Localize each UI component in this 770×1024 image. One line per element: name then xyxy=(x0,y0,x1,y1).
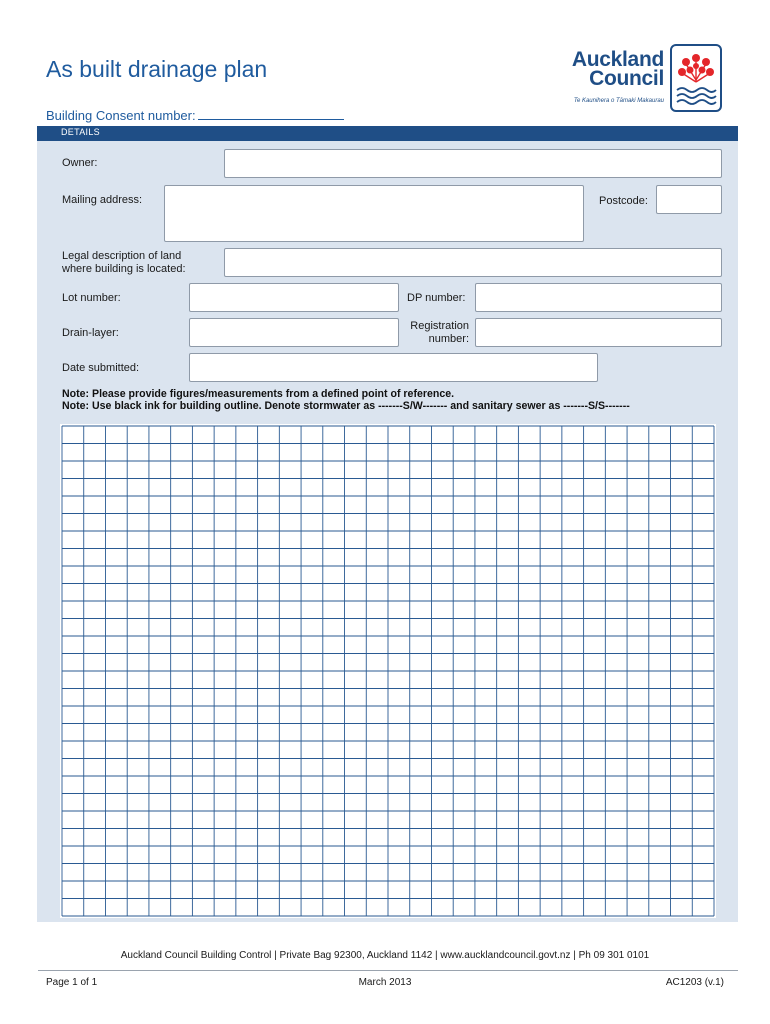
form-code: AC1203 (v.1) xyxy=(665,977,724,988)
registration-number-label xyxy=(395,320,469,346)
footer-contact: Auckland Council Building Control | Private Bag 92300, Auckland 1142 | www.aucklandcouncil.govt.nz | Ph 09 301 0101 xyxy=(120,950,650,961)
auckland-council-logo xyxy=(548,44,726,116)
building-consent-line[interactable] xyxy=(198,108,344,120)
registration-label-line2: number: xyxy=(428,333,469,345)
postcode-label: Postcode: xyxy=(599,195,648,207)
page-title: As built drainage plan xyxy=(46,56,268,82)
note-ink: Note: Use black ink for building outline. Denote stormwater as -------S/W------- and sanitary sewer as -------S/S------- xyxy=(62,400,630,412)
dp-number-field[interactable] xyxy=(475,283,722,312)
mailing-address-field[interactable] xyxy=(164,185,584,242)
mailing-address-label: Mailing address: xyxy=(62,194,143,206)
registration-label-line1: Registration xyxy=(410,320,469,332)
building-consent-text: Building Consent number: xyxy=(46,108,196,123)
registration-number-field[interactable] xyxy=(475,318,722,347)
owner-label: Owner: xyxy=(62,157,98,169)
legal-description-field[interactable] xyxy=(224,248,722,277)
footer-rule xyxy=(38,970,738,971)
footer-date: March 2013 xyxy=(358,977,412,988)
lot-number-label: Lot number: xyxy=(62,292,121,304)
details-header-band xyxy=(37,126,738,141)
building-consent-label xyxy=(46,108,344,123)
legal-description-label-line1: Legal description of land xyxy=(62,250,182,262)
legal-description-label xyxy=(62,250,186,276)
pohutukawa-emblem-icon xyxy=(670,44,726,116)
legal-description-label-line2: where building is located: xyxy=(62,263,186,275)
logo-line1: Auckland xyxy=(571,48,664,71)
owner-field[interactable] xyxy=(224,149,722,178)
logo-wordmark xyxy=(552,50,664,88)
drain-layer-field[interactable] xyxy=(189,318,399,347)
page-number: Page 1 of 1 xyxy=(46,977,98,988)
details-section-label: DETAILS xyxy=(61,127,100,137)
lot-number-field[interactable] xyxy=(189,283,399,312)
drain-layer-label: Drain-layer: xyxy=(62,327,119,339)
logo-line2: Council xyxy=(589,67,664,90)
note-reference: Note: Please provide figures/measurements from a defined point of reference. xyxy=(62,388,455,400)
dp-number-label: DP number: xyxy=(407,292,466,304)
notes xyxy=(62,388,630,412)
drawing-grid[interactable] xyxy=(60,424,716,918)
postcode-field[interactable] xyxy=(656,185,722,214)
date-submitted-label: Date submitted: xyxy=(62,362,140,374)
logo-tagline: Te Kaunihera o Tāmaki Makaurau xyxy=(573,98,664,104)
date-submitted-field[interactable] xyxy=(189,353,598,382)
